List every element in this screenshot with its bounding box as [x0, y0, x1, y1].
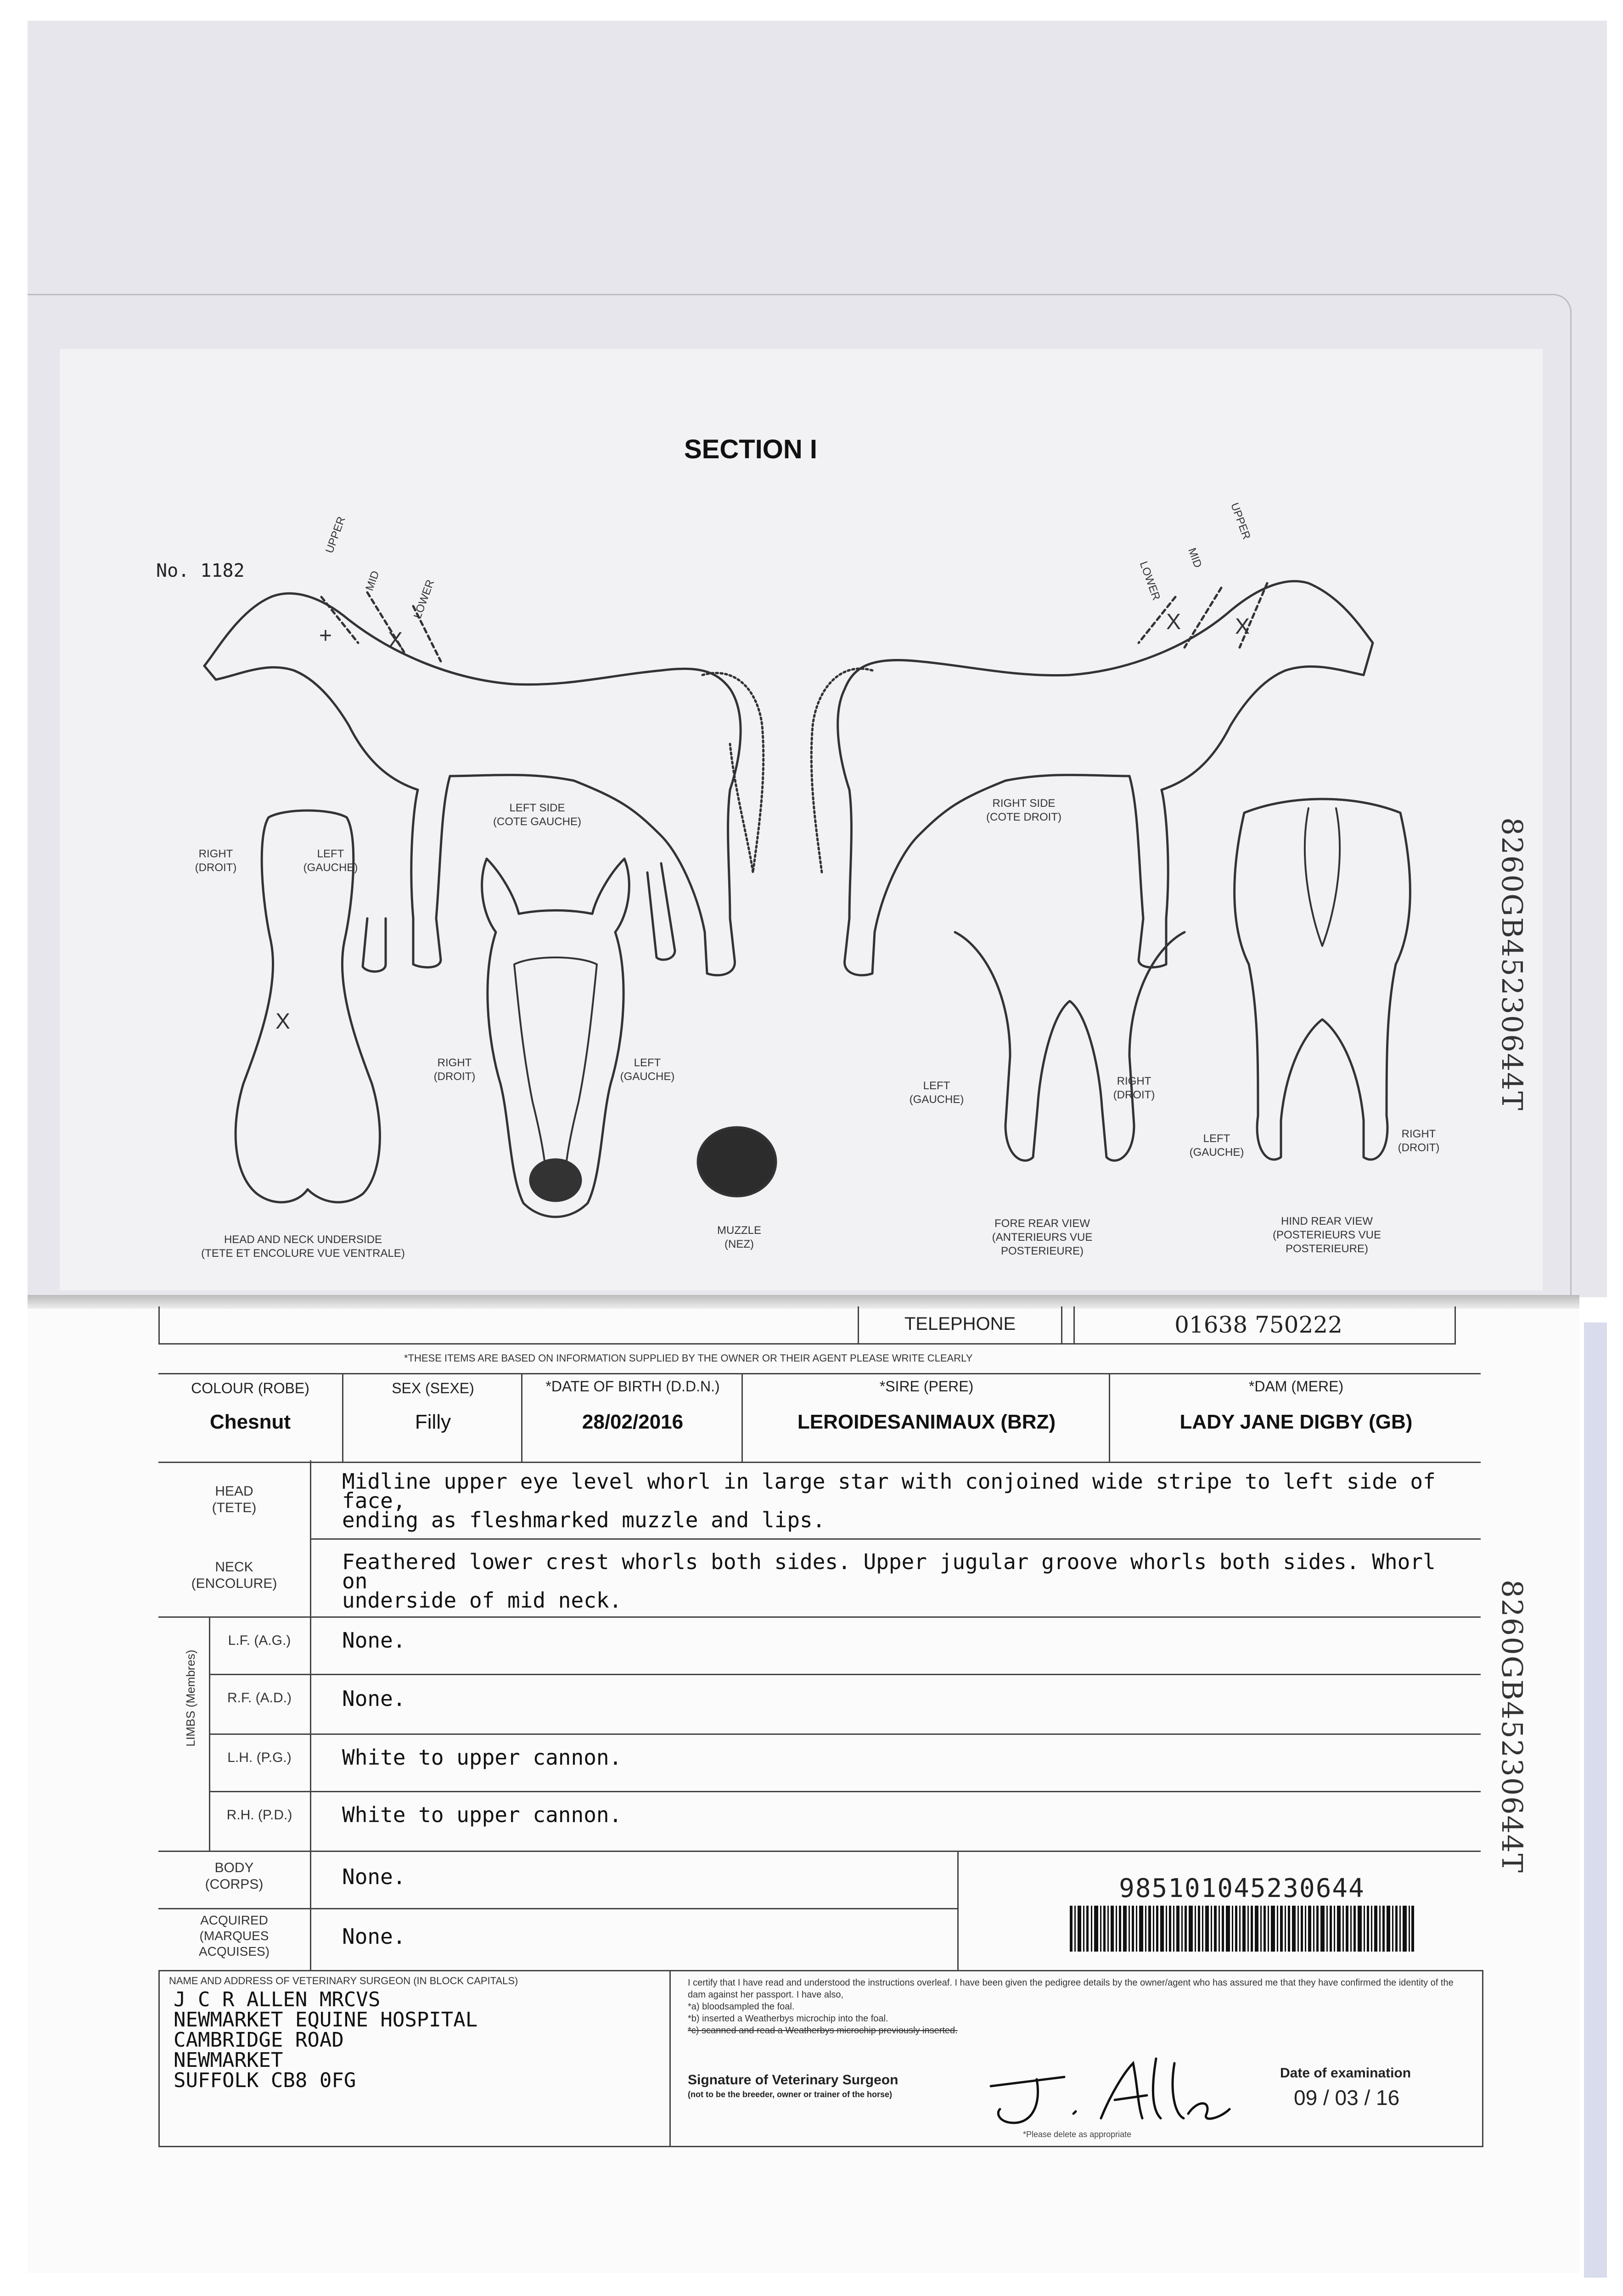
certification-a: *a) bloodsampled the foal. [688, 2002, 795, 2012]
microchip-number: 985101045230644 [1119, 1874, 1365, 1903]
date-year: 16 [1376, 2086, 1400, 2110]
head-label: HEAD (TETE) [212, 1484, 257, 1515]
vet-certification-box [158, 1970, 1483, 2147]
date-separator-2: / [1364, 2086, 1370, 2110]
muzzle-outline [698, 1127, 776, 1196]
hind-rear-view-outline [1235, 799, 1410, 1159]
label-right-side: RIGHT SIDE (COTE DROIT) [986, 797, 1061, 823]
neck-zone-upper-left: UPPER [323, 515, 348, 555]
dob-cell [521, 1374, 743, 1462]
rh-label: R.H. (P.D.) [226, 1807, 292, 1823]
acquired-label: ACQUIRED (MARQUES ACQUISES) [198, 1913, 270, 1958]
label-fore-left: LEFT (GAUCHE) [909, 1080, 964, 1106]
svg-text:X: X [1235, 614, 1250, 639]
telephone-label: TELEPHONE [858, 1306, 1062, 1343]
svg-text:X: X [388, 628, 403, 653]
svg-text:X: X [275, 1009, 291, 1034]
date-label: Date of examination [1280, 2065, 1411, 2081]
diagram-number-prefix: No. [156, 560, 190, 581]
section-title: SECTION I [684, 434, 818, 464]
neck-zone-lower-left: LOWER [411, 578, 437, 620]
telephone-strip [158, 1306, 1456, 1345]
neck-text: Feathered lower crest whorls both sides. Upper jugular groove whorls both sides. Whorl on underside of mid neck. [342, 1549, 1436, 1613]
sire-value: LEROIDESANIMAUX (BRZ) [797, 1411, 1056, 1433]
label-hind-right: RIGHT (DROIT) [1398, 1128, 1440, 1154]
label-muzzle: MUZZLE (NEZ) [717, 1224, 761, 1250]
lf-label: L.F. (A.G.) [228, 1633, 291, 1648]
lh-text: White to upper cannon. [342, 1745, 622, 1770]
serial-number-bottom: 8260GB45230644T [1495, 1580, 1529, 1874]
vet-address: J C R ALLEN MRCVS NEWMARKET EQUINE HOSPITAL CAMBRIDGE ROAD NEWMARKET SUFFOLK CB8 0FG [174, 1988, 478, 2092]
acquired-text: None. [342, 1924, 406, 1949]
sex-value: Filly [415, 1411, 451, 1433]
fore-rear-view-outline [955, 932, 1185, 1160]
neck-label: NECK (ENCOLURE) [191, 1559, 277, 1591]
diagram-number-value: 1182 [200, 560, 245, 581]
label-head-neck-underside: HEAD AND NECK UNDERSIDE (TETE ET ENCOLURE VUE VENTRALE) [201, 1233, 405, 1260]
signature-note: (not to be the breeder, owner or trainer of the horse) [688, 2090, 893, 2099]
microchip-barcode [1070, 1906, 1414, 1952]
neck-zone-mid-left: MID [363, 569, 382, 593]
left-tail [702, 673, 764, 872]
certification-c: *c) scanned and read a Weatherbys microchip previously inserted. [688, 2026, 958, 2036]
right-side-horse-outline [838, 581, 1373, 975]
label-hind-left: LEFT (GAUCHE) [1189, 1132, 1244, 1159]
label-underside-right: RIGHT (DROIT) [195, 848, 237, 874]
left-side-horse-outline [204, 593, 741, 975]
lf-text: None. [342, 1628, 406, 1653]
signature-label: Signature of Veterinary Surgeon [688, 2072, 899, 2088]
dob-value: 28/02/2016 [582, 1411, 684, 1433]
certification-cell [688, 1977, 1468, 2037]
label-hind-rear-view: HIND REAR VIEW (POSTERIEURS VUE POSTERIEURE) [1272, 1215, 1382, 1255]
telephone-value: 01638 750222 [1073, 1306, 1442, 1343]
date-of-examination [1294, 2085, 1399, 2110]
vet-address-cell [160, 1971, 671, 2146]
rh-text: White to upper cannon. [342, 1802, 622, 1827]
label-fore-rear-view: FORE REAR VIEW (ANTERIEURS VUE POSTERIEURE) [992, 1217, 1093, 1257]
sire-label: *SIRE (PERE) [879, 1378, 974, 1395]
vet-label: NAME AND ADDRESS OF VETERINARY SURGEON (IN BLOCK CAPITALS) [169, 1975, 518, 1986]
label-head-left: LEFT (GAUCHE) [620, 1057, 675, 1083]
serial-number-top: 8260GB45230644T [1495, 817, 1529, 1111]
date-separator-1: / [1323, 2086, 1329, 2110]
diagram-number [156, 560, 245, 581]
sire-cell [741, 1374, 1110, 1462]
sex-cell [342, 1374, 522, 1462]
dam-value: LADY JANE DIGBY (GB) [1179, 1411, 1413, 1433]
delete-note: *Please delete as appropriate [1023, 2130, 1132, 2139]
scan-edge-bar [1584, 1322, 1607, 2278]
body-label: BODY (CORPS) [205, 1860, 264, 1892]
rf-text: None. [342, 1686, 406, 1711]
date-month: 03 [1335, 2086, 1359, 2110]
sex-label: SEX (SEXE) [392, 1380, 474, 1396]
identity-row [158, 1373, 1481, 1463]
dam-label: *DAM (MERE) [1248, 1378, 1344, 1395]
limbs-label: LIMBS (Membres) [184, 1649, 197, 1747]
svg-text:X: X [1166, 610, 1181, 634]
neck-zone-lower-right: LOWER [1137, 559, 1163, 602]
dob-label: *DATE OF BIRTH (D.D.N.) [545, 1378, 720, 1395]
colour-value: Chesnut [210, 1411, 291, 1433]
label-left-side: LEFT SIDE (COTE GAUCHE) [493, 802, 581, 828]
head-text: Midline upper eye level whorl in large star with conjoined wide stripe to left side of face, ending as fleshmarked muzzle and lips. [342, 1469, 1436, 1532]
label-fore-right: RIGHT (DROIT) [1113, 1075, 1155, 1101]
svg-text:+: + [319, 624, 332, 648]
body-text: None. [342, 1864, 406, 1889]
neck-zone-upper-right: UPPER [1228, 501, 1253, 541]
date-day: 09 [1294, 2086, 1318, 2110]
colour-cell [158, 1374, 342, 1462]
label-underside-left: LEFT (GAUCHE) [303, 848, 358, 874]
label-head-right: RIGHT (DROIT) [433, 1057, 476, 1083]
certification-text: I certify that I have read and understood the instructions overleaf. I have been given the pedigree details by the owner/agent who has assured me that they have confirmed the identity of the dam against her passport. I have also, [688, 1978, 1454, 2000]
colour-label: COLOUR (ROBE) [191, 1380, 309, 1396]
vet-signature [982, 2045, 1239, 2132]
neck-zone-mid-right: MID [1185, 546, 1204, 570]
notice: *THESE ITEMS ARE BASED ON INFORMATION SUPPLIED BY THE OWNER OR THEIR AGENT PLEASE WRITE CLEARLY [404, 1352, 973, 1364]
lh-label: L.H. (P.G.) [227, 1750, 292, 1765]
certification-b: *b) inserted a Weatherbys microchip into the foal. [688, 2014, 888, 2024]
rf-label: R.F. (A.D.) [227, 1690, 292, 1705]
dam-cell [1109, 1374, 1482, 1462]
